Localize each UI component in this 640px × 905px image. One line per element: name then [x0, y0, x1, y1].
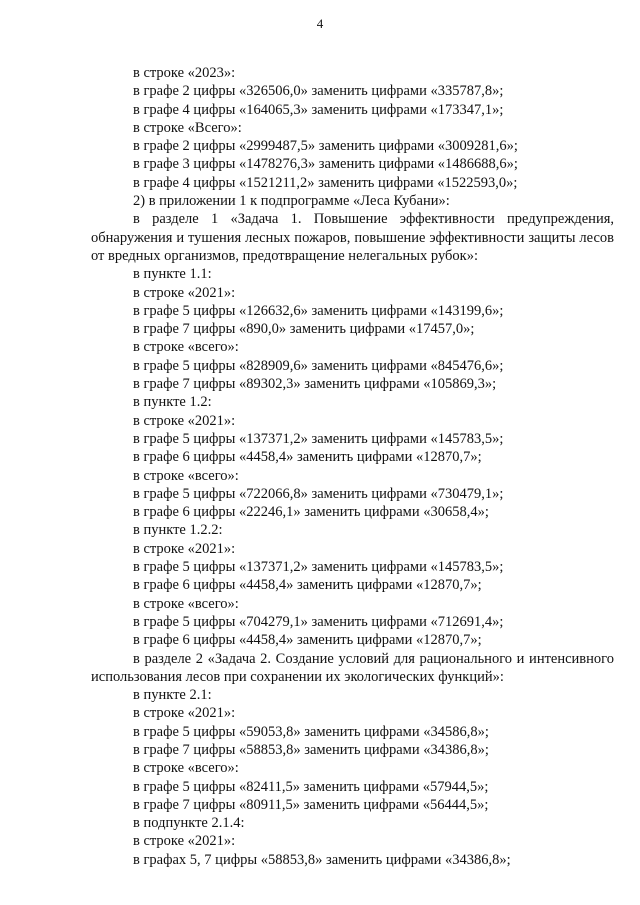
text-line: в строке «всего»: — [133, 339, 239, 356]
text-line: в строке «2021»: — [133, 284, 236, 301]
text-line: в графе 7 цифры «890,0» заменить цифрами «17457,0»; — [133, 321, 475, 338]
text-line: в графах 5, 7 цифры «58853,8» заменить цифрами «34386,8»; — [133, 851, 511, 868]
text-line: в строке «2023»: — [133, 65, 236, 81]
page-number: 4 — [316, 16, 324, 31]
text-line: в строке «2021»: — [133, 705, 236, 722]
text-line: в графе 7 цифры «58853,8» заменить цифрами «34386,8»; — [133, 741, 489, 758]
section-2-heading: в разделе 2 «Задача 2. Создание условий для рационального и интенсивного использования лесов при сохранении их экологических функций»: — [91, 650, 614, 685]
text-line: в строке «всего»: — [133, 595, 239, 612]
text-line: в графе 5 цифры «704279,1» заменить цифрами «712691,4»; — [133, 613, 504, 630]
text-line: в графе 3 цифры «1478276,3» заменить цифрами «1486688,6»; — [133, 156, 518, 173]
text-line: в графе 4 цифры «1521211,2» заменить цифрами «1522593,0»; — [133, 174, 518, 191]
text-line: в графе 7 цифры «89302,3» заменить цифрами «105869,3»; — [133, 376, 497, 393]
text-line: в строке «Всего»: — [133, 119, 242, 136]
text-line: в графе 5 цифры «137371,2» заменить цифрами «145783,5»; — [133, 559, 504, 576]
text-line: в графе 6 цифры «22246,1» заменить цифрами «30658,4»; — [133, 504, 489, 521]
text-line: в строке «всего»: — [133, 760, 239, 777]
text-line: в графе 6 цифры «4458,4» заменить цифрами «12870,7»; — [133, 449, 482, 466]
text-line: в строке «всего»: — [133, 467, 239, 484]
text-line: в графе 5 цифры «828909,6» заменить цифрами «845476,6»; — [133, 357, 504, 374]
text-line: в графе 4 цифры «164065,3» заменить цифрами «173347,1»; — [133, 101, 504, 118]
text-line: в графе 5 цифры «722066,8» заменить цифрами «730479,1»; — [133, 485, 504, 502]
text-line: в пункте 1.2: — [133, 394, 212, 411]
text-line: в графе 5 цифры «82411,5» заменить цифрами «57944,5»; — [133, 778, 489, 795]
text-line: в строке «2021»: — [133, 412, 236, 429]
text-line: в пункте 1.1: — [133, 266, 212, 283]
text-line: в графе 5 цифры «59053,8» заменить цифрами «34586,8»; — [133, 723, 489, 740]
text-line: в графе 2 цифры «326506,0» заменить цифрами «335787,8»; — [133, 83, 504, 100]
text-line: в подпункте 2.1.4: — [133, 815, 245, 832]
text-line: в пункте 1.2.2: — [133, 522, 223, 539]
text-line: в строке «2021»: — [133, 540, 236, 557]
text-line: в графе 2 цифры «2999487,5» заменить цифрами «3009281,6»; — [133, 138, 518, 155]
text-line: в графе 5 цифры «126632,6» заменить цифрами «143199,6»; — [133, 302, 504, 319]
text-line: в графе 6 цифры «4458,4» заменить цифрами «12870,7»; — [133, 632, 482, 649]
section-1-heading: в разделе 1 «Задача 1. Повышение эффективности предупреждения, обнаружения и тушения лесных пожаров, повышение эффективности защиты лесов от вредных организмов, предотвращение нелегальных рубок»: — [91, 211, 614, 264]
text-line: в пункте 2.1: — [133, 687, 212, 704]
text-line: в графе 5 цифры «137371,2» заменить цифрами «145783,5»; — [133, 430, 504, 447]
document-body — [91, 64, 614, 869]
text-line: в графе 6 цифры «4458,4» заменить цифрами «12870,7»; — [133, 577, 482, 594]
text-line: в строке «2021»: — [133, 833, 236, 850]
text-line: 2) в приложении 1 к подпрограмме «Леса Кубани»: — [133, 193, 450, 210]
text-line: в графе 7 цифры «80911,5» заменить цифрами «56444,5»; — [133, 796, 489, 813]
